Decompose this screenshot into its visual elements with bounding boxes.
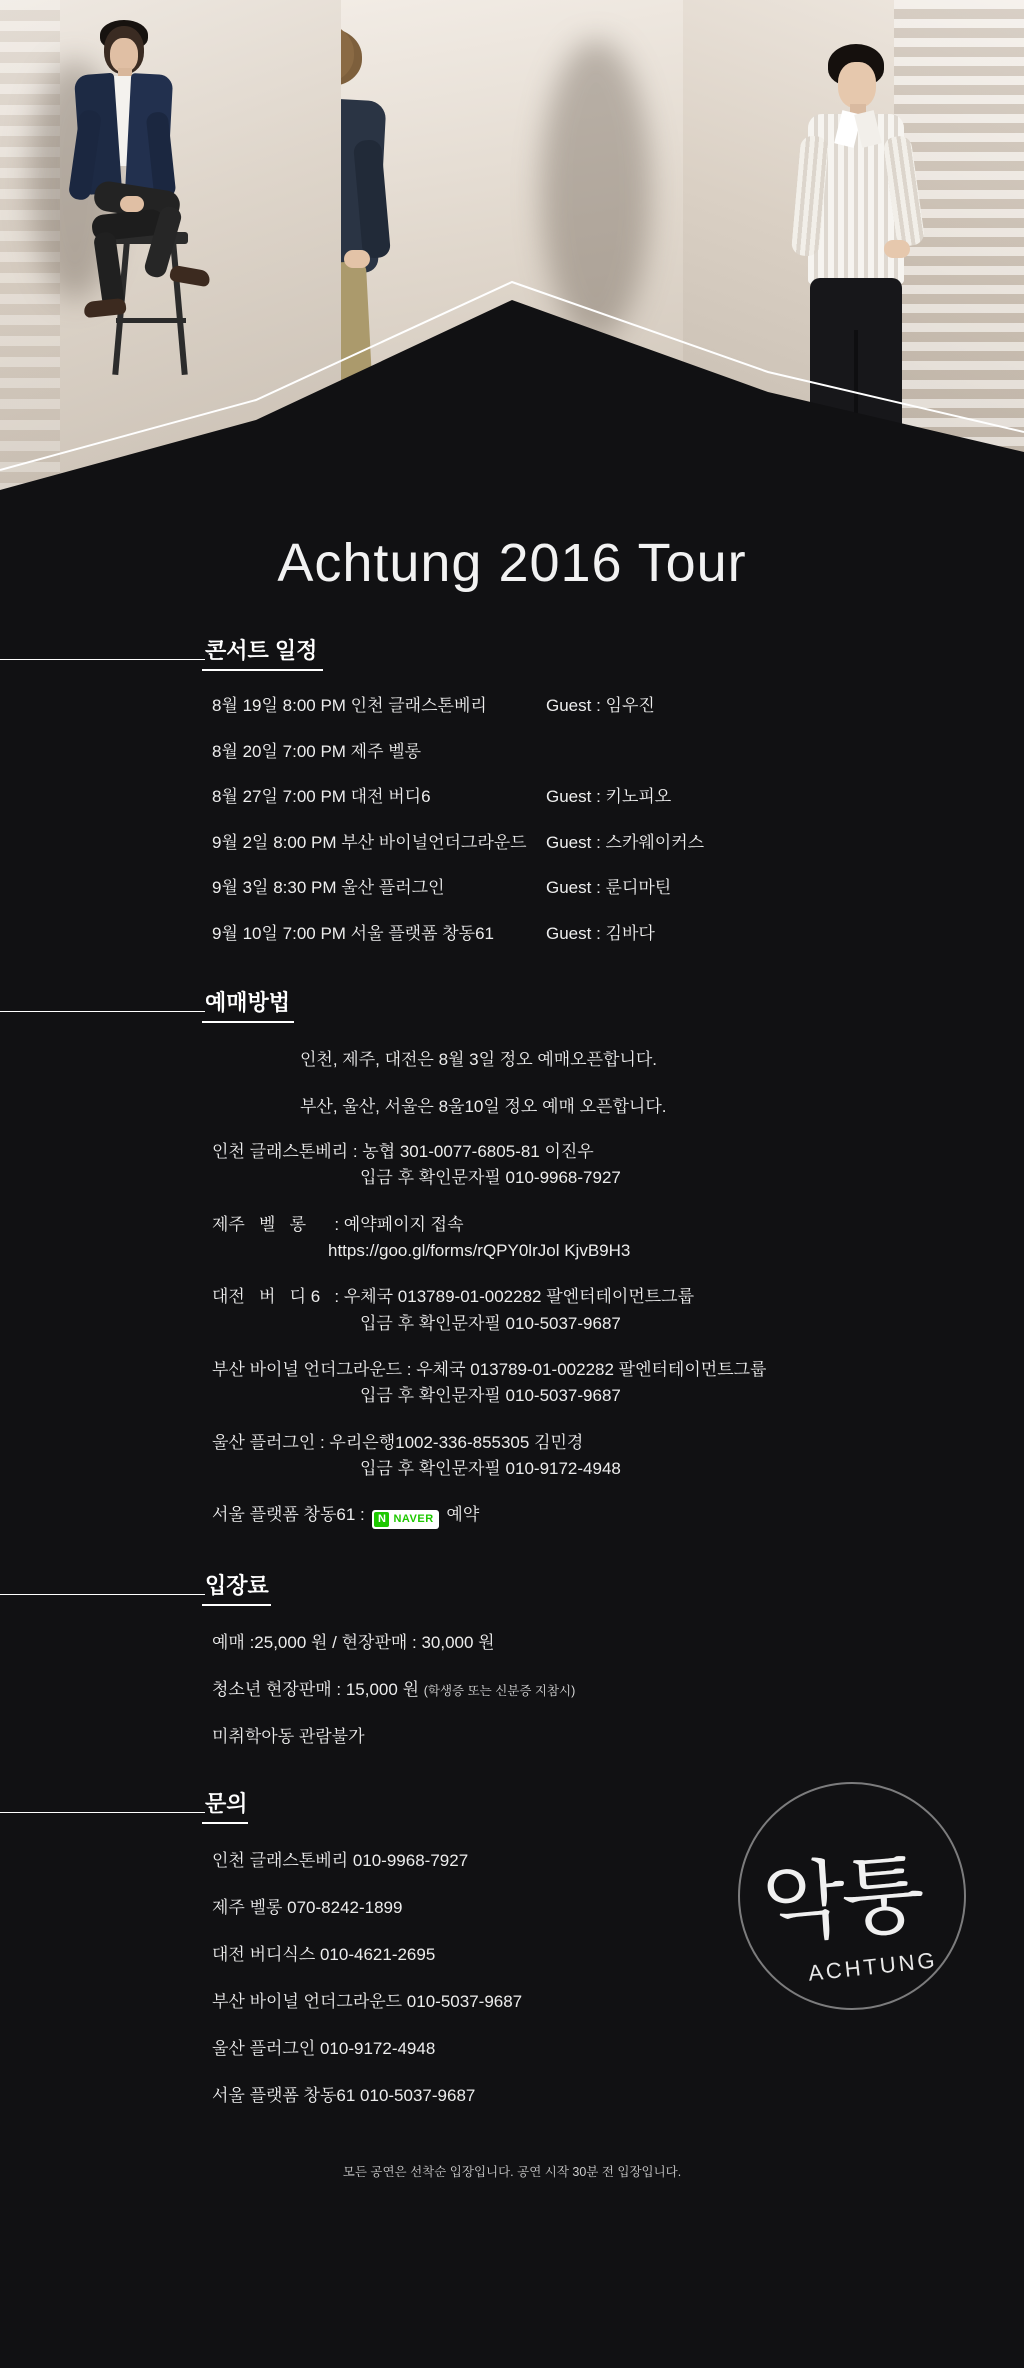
naver-booking-link[interactable] [372, 1510, 438, 1529]
booking-item [0, 1139, 1024, 1192]
booking-item-sub: 입금 후 확인문자필 010-9172-4948 [360, 1459, 621, 1479]
schedule-info: 8월 20일 7:00 PM 제주 벨롱 [212, 741, 422, 761]
table-row [0, 784, 1024, 810]
schedule-guest: Guest : 스카웨이커스 [546, 832, 705, 852]
schedule-info: 9월 3일 8:30 PM 울산 플러그인 [212, 878, 445, 897]
table-row [0, 830, 1024, 856]
booking-item-label: 대전 버 디 6 : 우체국 013789-01-002282 팔엔터테이먼트그룹 [212, 1287, 695, 1307]
contact-row: 인천 글래스톤베리 010-9968-7927 [212, 1851, 469, 1871]
booking-note: 부산, 울산, 서울은 8울10일 정오 예매 오픈합니다. [300, 1097, 667, 1116]
band-photo-center [341, 0, 683, 490]
price-note: (학생증 또는 신분증 지참시) [423, 1684, 576, 1699]
booking-item-sub: 입금 후 확인문자필 010-5037-9687 [360, 1386, 621, 1406]
naver-logo-icon: N [374, 1512, 389, 1527]
contact-row: 서울 플랫폼 창동61 010-5037-9687 [212, 2086, 476, 2106]
schedule-info: 8월 19일 8:00 PM 인천 글래스톤베리 [212, 696, 487, 715]
booking-rows [0, 1045, 1024, 1529]
booking-item-label: 제주 벨 롱 : 예약페이지 접속 [212, 1214, 464, 1234]
contact-row: 제주 벨롱 070-8242-1899 [212, 1898, 403, 1918]
logo-latin: ACHTUNG [806, 1947, 939, 1987]
stool-leg [170, 243, 187, 375]
booking-item-label: 서울 플랫폼 창동61 : [212, 1505, 370, 1525]
price-row [0, 1722, 1024, 1747]
booking-item-seoul [0, 1502, 1024, 1529]
footnote: 모든 공연은 선착순 입장입니다. 공연 시작 30분 전 입장입니다. [342, 2165, 682, 2180]
figure-face [110, 38, 138, 72]
divider [0, 1812, 205, 1813]
naver-wordmark: NAVER [393, 1513, 434, 1526]
page-title: Achtung 2016 Tour [277, 533, 747, 593]
contact-row: 울산 플러그인 010-9172-4948 [212, 2039, 436, 2059]
price-row [0, 1675, 1024, 1700]
booking-item-label: 인천 글래스톤베리 : 농협 301-0077-6805-81 이진우 [212, 1142, 594, 1161]
figure-leg-gap [854, 330, 858, 490]
section-heading-schedule: 콘서트 일정 [205, 634, 317, 671]
divider [0, 1594, 205, 1595]
poster-body [0, 490, 1024, 2216]
figure-hair [341, 22, 354, 84]
contact-row: 대전 버디식스 010-4621-2695 [212, 1945, 436, 1965]
achtung-logo-stamp [738, 1782, 966, 2010]
section-booking [0, 986, 1024, 1529]
schedule-rows [0, 693, 1024, 946]
section-heading-booking: 예매방법 [205, 986, 290, 1023]
section-heading-contact: 문의 [205, 1787, 248, 1824]
band-photo-right [683, 0, 1024, 490]
section-contact [0, 1787, 1024, 2106]
photo-banner [0, 0, 1024, 490]
section-heading-price: 입장료 [205, 1569, 269, 1606]
table-row [0, 875, 1024, 901]
schedule-guest: Guest : 임우진 [546, 696, 655, 715]
section-schedule [0, 634, 1024, 946]
price-text: 미취학아동 관람불가 [212, 1727, 365, 1747]
table-row [0, 921, 1024, 947]
table-row [0, 693, 1024, 719]
figure-hand [344, 250, 370, 268]
price-row [0, 1628, 1024, 1653]
figure-face [838, 62, 876, 108]
schedule-info: 8월 27일 7:00 PM 대전 버디6 [212, 787, 431, 806]
band-photo-left [0, 0, 341, 490]
section-price [0, 1569, 1024, 1747]
price-text: 예매 :25,000 원 / 현장판매 : 30,000 원 [212, 1633, 495, 1653]
schedule-guest: Guest : 룬디마틴 [546, 878, 672, 897]
figure-hand [884, 240, 910, 258]
shadow-decor [541, 40, 651, 340]
booking-item-label: 울산 플러그인 : 우리은행1002-336-855305 김민경 [212, 1432, 584, 1452]
booking-item-link[interactable]: https://goo.gl/forms/rQPY0lrJol KjvB9H3 [328, 1241, 631, 1261]
booking-item-label: 부산 바이널 언더그라운드 : 우체국 013789-01-002282 팔엔터테이먼트그룹 [212, 1360, 767, 1380]
schedule-info: 9월 2일 8:00 PM 부산 바이널언더그라운드 [212, 832, 527, 852]
schedule-guest: Guest : 김바다 [546, 923, 655, 943]
booking-note: 인천, 제주, 대전은 8월 3일 정오 예매오픈합니다. [300, 1050, 658, 1069]
schedule-guest: Guest : 키노피오 [546, 787, 672, 806]
booking-item [0, 1284, 1024, 1337]
booking-item [0, 1357, 1024, 1410]
booking-item-sub: 입금 후 확인문자필 010-9968-7927 [360, 1168, 621, 1188]
booking-item [0, 1212, 1024, 1265]
divider [0, 1011, 205, 1012]
stool-crossbar [116, 318, 186, 323]
table-row [0, 739, 1024, 765]
figure-shoe [341, 414, 376, 432]
figure-hand [120, 196, 144, 212]
schedule-info: 9월 10일 7:00 PM 서울 플랫폼 창동61 [212, 923, 494, 943]
price-rows [0, 1628, 1024, 1747]
booking-item-suffix: 예약 [446, 1505, 480, 1525]
booking-item [0, 1430, 1024, 1483]
booking-item-sub: 입금 후 확인문자필 010-5037-9687 [360, 1313, 621, 1333]
contact-row: 부산 바이널 언더그라운드 010-5037-9687 [212, 1992, 523, 2012]
divider [0, 659, 205, 660]
logo-hangul: 악퉁 [759, 1847, 924, 1954]
price-text: 청소년 현장판매 : 15,000 원 [212, 1680, 424, 1700]
figure-trouser-right [341, 261, 374, 423]
